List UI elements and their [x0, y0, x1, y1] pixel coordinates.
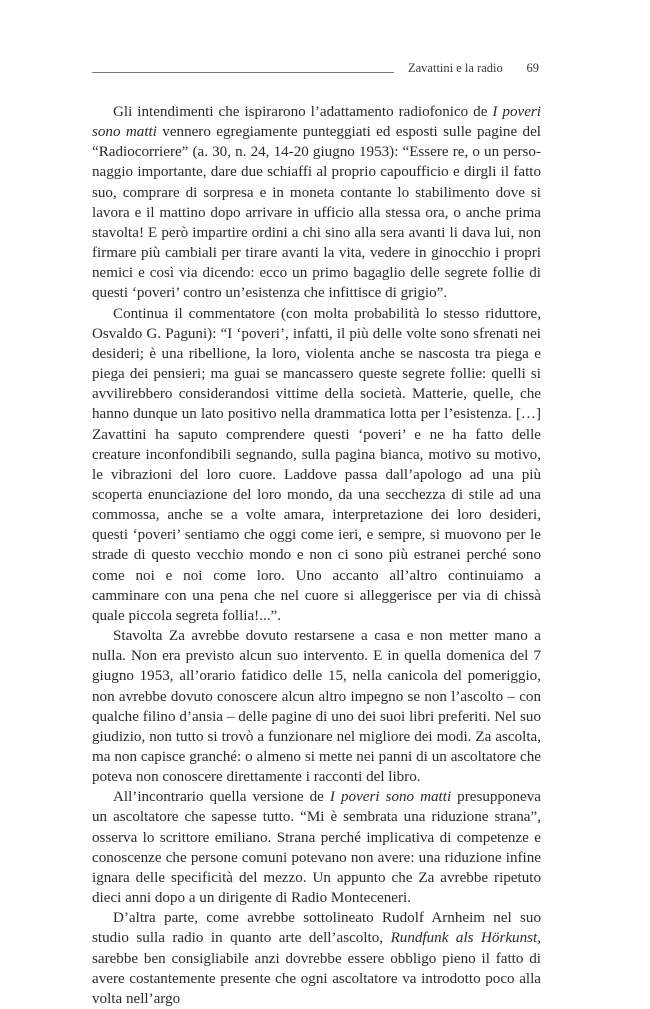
- text-run: , sarebbe ben consigliabile anzi dovrebbe essere obbligo pieno il fatto di avere costantemente presente che ogni ascoltatore va introdotto poco alla volta nell’argo: [92, 930, 541, 1007]
- running-head: [92, 60, 541, 82]
- book-title: I poveri sono matti: [329, 789, 452, 806]
- text-run: Continua il commentatore (con molta probabilità lo stesso riduttore, Osvaldo G. Paguni): “I ‘poveri’, infatti, il più delle volte sono sfrenati nei desideri; è una ribellione, la loro, violenta anche se nascosta tra piega e piega dei pensieri; ma guai se mancassero queste segrete follie: quelli si avvilirebbero considerandosi vittime della società. Matterie, quelle, che hanno dunque un lato positivo nella drammatica lotta per l’esistenza. […] Zavattini ha saputo comprendere questi ‘poveri’ e ne ha fatto delle creature inconfondibili segnando, sulla pagina bianca, motivo su motivo, le vibrazioni del loro cuore. Laddove passa dall’apologo ad una più scoperta enunciazione del loro mondo, da una secchezza di stile ad una commossa, anche se a volte amara, interpretazione dei loro desideri, questi ‘poveri’ sentiamo che oggi come ieri, e sempre, si muovono per le strade di questo vecchio mondo e non ci sono più estranei perché sono come noi e noi come loro. Uno accanto all’altro continuiamo a camminare con una pena che nel cuore si alleggerisce per via di chissà quale piccola segreta follia!...”.: [92, 305, 541, 624]
- page-number: 69: [526, 61, 539, 75]
- paragraph: [92, 304, 541, 627]
- header-rule: [92, 72, 394, 73]
- body-text: [92, 102, 541, 1009]
- paragraph: [92, 626, 541, 787]
- text-run: presupponeva un ascoltatore che sapesse tutto. “Mi è sembrata una riduzione strana”, osserva lo scrittore emiliano. Strana perché implicativa di competenze e conoscenze che persone comuni potevano non avere: una riduzione infine ignara delle specificità del mezzo. Un appunto che Za avrebbe ripetuto dieci anni dopo a un dirigente di Radio Monteceneri.: [92, 789, 541, 907]
- text-run: vennero egregiamente punteggiati ed esposti sulle pagine del “Radiocorriere” (a. 30, n. 24, 14-20 giugno 1953): “Essere re, o un personaggio importante, dare due schiaffi al proprio capoufficio e dirgli il fatto suo, comprare di sorpresa e in moneta contante lo stabilimento dove si lavora e il mattino dopo arrivare in ufficio alla stessa ora, o anche prima stavolta! E però impartire ordini a chi sino alla sera avanti li dava lui, non firmare più cambiali per tirare avanti la vita, vedere in ginocchio i propri nemici e così via dicendo: ecco un primo bagaglio delle segrete follie di questi ‘poveri’ contro un’esistenza che infittisce di grigio”.: [92, 124, 541, 302]
- paragraph: [92, 908, 541, 1009]
- text-run: Stavolta Za avrebbe dovuto restarsene a casa e non metter mano a nulla. Non era previsto alcun suo intervento. E in quella domenica del 7 giugno 1953, all’orario fatidico delle 15, nella canicola del pomeriggio, non avrebbe dovuto conoscere alcun altro impegno se non l’ascolto – con qualche filino d’ansia – delle pagine di uno dei suoi libri preferiti. Nel suo giudizio, non tutto si trovò a funzionare nel migliore dei modi. Za ascolta, ma non capisce granché: o almeno si mette nei panni di un ascoltatore che poteva non conoscere direttamente i racconti del libro.: [92, 628, 541, 786]
- text-run: Gli intendimenti che ispirarono l’adattamento radiofonico de: [113, 104, 493, 120]
- paragraph: [92, 787, 541, 908]
- text-run: D’altra parte, come avrebbe sottolineato Rudolf Arnheim nel suo studio sulla radio in quanto arte dell’ascolto,: [92, 910, 541, 947]
- running-title: Zavattini e la radio: [408, 61, 503, 75]
- book-title: Rundfunk als Hörkunst: [390, 930, 538, 947]
- text-run: All’incontrario quella versione de: [113, 789, 330, 806]
- book-title: I poveri sono matti: [92, 104, 541, 141]
- paragraph: [92, 102, 541, 304]
